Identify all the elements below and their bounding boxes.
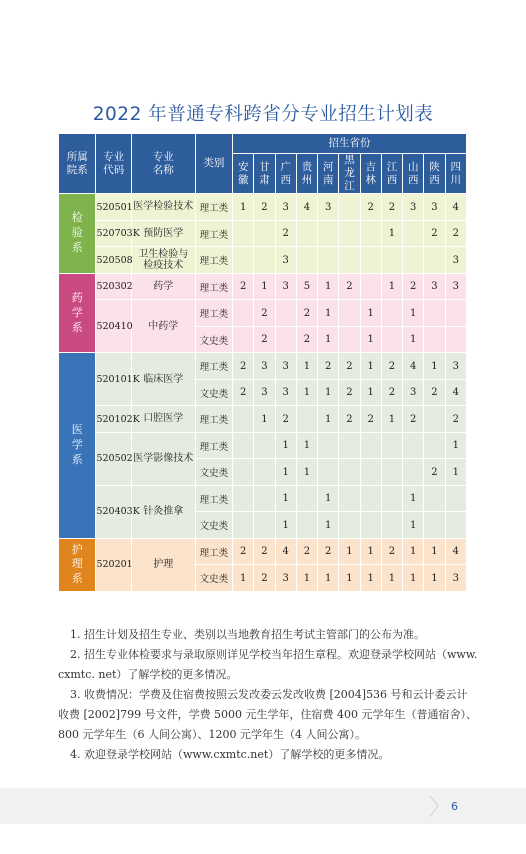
major-name-cell: 护理 (131, 538, 195, 591)
header-province: 山 西 (403, 154, 424, 194)
quota-cell: 1 (318, 406, 339, 433)
quota-cell: 1 (275, 459, 296, 486)
quota-cell (254, 459, 275, 486)
major-code-cell: 520501 (96, 194, 131, 221)
quota-cell: 2 (424, 379, 445, 406)
major-code-cell: 520102K (96, 406, 131, 433)
quota-cell: 2 (339, 406, 360, 433)
quota-cell: 1 (296, 565, 317, 592)
table-row (59, 538, 467, 565)
quota-cell (233, 459, 254, 486)
quota-cell (254, 512, 275, 539)
category-cell: 理工类 (195, 247, 232, 274)
quota-cell (403, 432, 424, 459)
quota-cell: 1 (403, 485, 424, 512)
quota-cell: 3 (445, 247, 466, 274)
quota-cell (339, 485, 360, 512)
quota-cell (275, 326, 296, 353)
quota-cell: 2 (381, 194, 402, 221)
header-province: 吉 林 (360, 154, 381, 194)
quota-cell: 2 (296, 538, 317, 565)
quota-cell (360, 512, 381, 539)
quota-cell: 3 (275, 379, 296, 406)
category-cell: 文史类 (195, 326, 232, 353)
quota-cell: 2 (254, 326, 275, 353)
quota-cell: 1 (403, 538, 424, 565)
category-cell: 理工类 (195, 538, 232, 565)
quota-cell (424, 247, 445, 274)
quota-cell: 3 (254, 353, 275, 380)
quota-cell: 3 (445, 565, 466, 592)
quota-cell (254, 247, 275, 274)
quota-cell (424, 300, 445, 327)
department-cell: 检 验 系 (59, 194, 96, 274)
major-name-cell: 临床医学 (131, 353, 195, 406)
quota-cell: 2 (424, 220, 445, 247)
quota-cell: 2 (339, 273, 360, 300)
category-cell: 理工类 (195, 220, 232, 247)
quota-cell (233, 432, 254, 459)
department-cell: 药 学 系 (59, 273, 96, 353)
quota-cell: 4 (445, 194, 466, 221)
quota-cell: 2 (254, 538, 275, 565)
quota-cell: 2 (339, 379, 360, 406)
header-province: 安 徽 (233, 154, 254, 194)
quota-cell (445, 485, 466, 512)
header-major: 专业 名称 (131, 134, 195, 194)
quota-cell: 2 (381, 538, 402, 565)
quota-cell: 2 (254, 300, 275, 327)
quota-cell: 3 (275, 565, 296, 592)
major-code-cell: 520508 (96, 247, 131, 274)
quota-cell: 1 (339, 538, 360, 565)
major-name-cell: 中药学 (131, 300, 195, 353)
quota-cell: 2 (233, 353, 254, 380)
quota-cell: 2 (445, 220, 466, 247)
quota-cell: 2 (381, 379, 402, 406)
quota-cell (296, 247, 317, 274)
header-province: 黑 龙 江 (339, 154, 360, 194)
quota-cell: 1 (360, 379, 381, 406)
quota-cell (339, 326, 360, 353)
quota-cell: 1 (318, 565, 339, 592)
quota-cell: 2 (445, 406, 466, 433)
quota-cell: 1 (381, 406, 402, 433)
quota-cell: 1 (403, 300, 424, 327)
quota-cell: 2 (403, 406, 424, 433)
quota-cell: 3 (445, 353, 466, 380)
quota-cell (318, 247, 339, 274)
department-cell: 护 理 系 (59, 538, 96, 591)
quota-cell: 4 (445, 379, 466, 406)
quota-cell: 1 (445, 459, 466, 486)
header-province: 四 川 (445, 154, 466, 194)
quota-cell (381, 459, 402, 486)
quota-cell (424, 326, 445, 353)
category-cell: 理工类 (195, 353, 232, 380)
quota-cell: 1 (339, 565, 360, 592)
quota-cell: 3 (403, 194, 424, 221)
quota-cell (403, 247, 424, 274)
quota-cell: 2 (381, 353, 402, 380)
quota-cell (381, 485, 402, 512)
major-code-cell: 520502 (96, 432, 131, 485)
note-1: 1. 招生计划及招生专业、类别以当地教育招生考试主管部门的公布为准。 (70, 628, 425, 641)
quota-cell (339, 247, 360, 274)
quota-cell: 4 (445, 538, 466, 565)
quota-cell (318, 459, 339, 486)
quota-cell: 1 (403, 512, 424, 539)
table-row (59, 194, 467, 221)
quota-cell: 1 (296, 432, 317, 459)
quota-cell: 2 (424, 459, 445, 486)
quota-cell: 2 (275, 220, 296, 247)
quota-cell (275, 300, 296, 327)
quota-cell (381, 247, 402, 274)
category-cell: 理工类 (195, 273, 232, 300)
quota-cell (339, 220, 360, 247)
quota-cell: 2 (360, 194, 381, 221)
quota-cell: 2 (318, 353, 339, 380)
quota-cell: 3 (275, 194, 296, 221)
table-row (59, 353, 467, 380)
major-name-cell: 预防医学 (131, 220, 195, 247)
quota-cell (339, 194, 360, 221)
major-name-cell: 医学影像技术 (131, 432, 195, 485)
quota-cell: 3 (318, 194, 339, 221)
category-cell: 理工类 (195, 300, 232, 327)
table-row (59, 406, 467, 433)
category-cell: 理工类 (195, 432, 232, 459)
quota-cell (424, 432, 445, 459)
quota-cell (254, 432, 275, 459)
quota-cell (296, 220, 317, 247)
note-4: 4. 欢迎登录学校网站（www.cxmtc.net）了解学校的更多情况。 (70, 748, 390, 761)
quota-cell (360, 247, 381, 274)
quota-cell: 2 (339, 353, 360, 380)
quota-cell: 1 (254, 406, 275, 433)
quota-cell (339, 459, 360, 486)
quota-cell (339, 512, 360, 539)
quota-cell (445, 326, 466, 353)
quota-cell: 2 (254, 194, 275, 221)
quota-cell (381, 326, 402, 353)
quota-cell: 1 (403, 326, 424, 353)
quota-cell: 1 (360, 353, 381, 380)
quota-cell: 3 (403, 379, 424, 406)
quota-cell (254, 485, 275, 512)
major-name-cell: 针灸推拿 (131, 485, 195, 538)
quota-cell: 1 (318, 379, 339, 406)
quota-cell (424, 485, 445, 512)
category-cell: 文史类 (195, 565, 232, 592)
quota-cell: 3 (424, 273, 445, 300)
quota-cell: 1 (424, 565, 445, 592)
quota-cell: 1 (318, 485, 339, 512)
quota-cell (360, 485, 381, 512)
quota-cell: 1 (318, 326, 339, 353)
header-province: 河 南 (318, 154, 339, 194)
quota-cell (233, 220, 254, 247)
table-row (59, 220, 467, 247)
major-code-cell: 520703K (96, 220, 131, 247)
quota-cell (233, 326, 254, 353)
quota-cell: 1 (296, 353, 317, 380)
category-cell: 理工类 (195, 485, 232, 512)
page-title: 2022 年普通专科跨省分专业招生计划表 (92, 104, 434, 125)
quota-cell (296, 512, 317, 539)
table-row (59, 300, 467, 327)
quota-cell: 1 (360, 326, 381, 353)
header-province: 广 西 (275, 154, 296, 194)
header-code: 专业 代码 (96, 134, 131, 194)
note-3: 3. 收费情况：学费及住宿费按照云发改委云发改收费 [2004]536 号和云计委云计收费 [2002]799 号文件，学费 5000 元生学年，住宿费 400 元学年生（普通宿舍）、800 元学年生（6 人间公寓）、1200 元学年生（4 人间公寓）。 (58, 688, 478, 741)
quota-cell: 3 (275, 353, 296, 380)
quota-cell (360, 220, 381, 247)
quota-cell: 1 (403, 565, 424, 592)
quota-cell: 2 (275, 406, 296, 433)
quota-cell: 1 (381, 565, 402, 592)
quota-cell: 4 (296, 194, 317, 221)
quota-cell: 1 (254, 273, 275, 300)
major-code-cell: 520410 (96, 300, 131, 353)
quota-cell (360, 273, 381, 300)
quota-cell: 4 (403, 353, 424, 380)
header-province: 贵 州 (296, 154, 317, 194)
category-cell: 理工类 (195, 194, 232, 221)
major-code-cell: 520302 (96, 273, 131, 300)
header-plan-provinces: 招生省份 (233, 134, 467, 154)
quota-cell (296, 406, 317, 433)
table-row (59, 273, 467, 300)
quota-cell: 2 (296, 300, 317, 327)
footer-bar (0, 788, 526, 824)
quota-cell (233, 300, 254, 327)
quota-cell: 1 (360, 300, 381, 327)
quota-cell (381, 512, 402, 539)
quota-cell (339, 432, 360, 459)
major-name-cell: 口腔医学 (131, 406, 195, 433)
quota-cell: 1 (275, 485, 296, 512)
quota-cell (360, 432, 381, 459)
quota-cell: 2 (233, 379, 254, 406)
quota-cell (233, 247, 254, 274)
notes-section (58, 625, 478, 765)
quota-cell: 1 (233, 565, 254, 592)
header-province: 陕 西 (424, 154, 445, 194)
quota-cell: 1 (275, 512, 296, 539)
quota-cell (318, 220, 339, 247)
quota-cell (318, 432, 339, 459)
header-province: 甘 肃 (254, 154, 275, 194)
quota-cell: 3 (424, 194, 445, 221)
category-cell: 文史类 (195, 459, 232, 486)
quota-cell (254, 220, 275, 247)
quota-cell (296, 485, 317, 512)
major-code-cell: 520403K (96, 485, 131, 538)
quota-cell (424, 512, 445, 539)
quota-cell: 1 (296, 459, 317, 486)
quota-cell (339, 300, 360, 327)
quota-cell: 1 (233, 194, 254, 221)
table-row (59, 485, 467, 512)
quota-cell: 1 (424, 538, 445, 565)
table-row (59, 432, 467, 459)
table-row (59, 247, 467, 274)
quota-cell: 3 (445, 273, 466, 300)
quota-cell (381, 300, 402, 327)
quota-cell: 1 (318, 273, 339, 300)
header-province: 江 西 (381, 154, 402, 194)
quota-cell (360, 459, 381, 486)
quota-cell (233, 485, 254, 512)
quota-cell (445, 300, 466, 327)
quota-cell (424, 406, 445, 433)
quota-cell: 1 (445, 432, 466, 459)
page-number: 6 (451, 800, 458, 813)
quota-cell: 1 (318, 300, 339, 327)
major-code-cell: 520101K (96, 353, 131, 406)
quota-cell: 1 (318, 512, 339, 539)
major-name-cell: 药学 (131, 273, 195, 300)
quota-cell (445, 512, 466, 539)
quota-cell: 2 (318, 538, 339, 565)
quota-cell (403, 220, 424, 247)
quota-cell: 3 (254, 379, 275, 406)
quota-cell: 1 (360, 538, 381, 565)
department-cell: 医 学 系 (59, 353, 96, 539)
quota-cell: 2 (360, 406, 381, 433)
quota-cell: 1 (275, 432, 296, 459)
quota-cell (403, 459, 424, 486)
quota-cell: 2 (254, 565, 275, 592)
quota-cell: 1 (424, 353, 445, 380)
quota-cell (381, 432, 402, 459)
quota-cell: 2 (233, 538, 254, 565)
enrollment-plan-table (58, 133, 467, 592)
quota-cell: 1 (360, 565, 381, 592)
category-cell: 理工类 (195, 406, 232, 433)
quota-cell: 5 (296, 273, 317, 300)
header-dept: 所属 院系 (59, 134, 96, 194)
quota-cell: 2 (403, 273, 424, 300)
quota-cell: 4 (275, 538, 296, 565)
note-2: 2. 招生专业体检要求与录取原则详见学校当年招生章程。欢迎登录学校网站（www. cxmtc. net）了解学校的更多情况。 (58, 648, 478, 681)
header-category: 类别 (195, 134, 232, 194)
major-name-cell: 医学检验技术 (131, 194, 195, 221)
quota-cell: 2 (296, 326, 317, 353)
quota-cell: 1 (296, 379, 317, 406)
quota-cell: 1 (381, 220, 402, 247)
quota-cell: 3 (275, 273, 296, 300)
category-cell: 文史类 (195, 512, 232, 539)
major-name-cell: 卫生检验与 检疫技术 (131, 247, 195, 274)
quota-cell (233, 512, 254, 539)
quota-cell: 1 (381, 273, 402, 300)
chevron-right-icon (428, 794, 440, 818)
category-cell: 文史类 (195, 379, 232, 406)
major-code-cell: 520201 (96, 538, 131, 591)
quota-cell: 3 (275, 247, 296, 274)
quota-cell: 2 (233, 273, 254, 300)
quota-cell (233, 406, 254, 433)
